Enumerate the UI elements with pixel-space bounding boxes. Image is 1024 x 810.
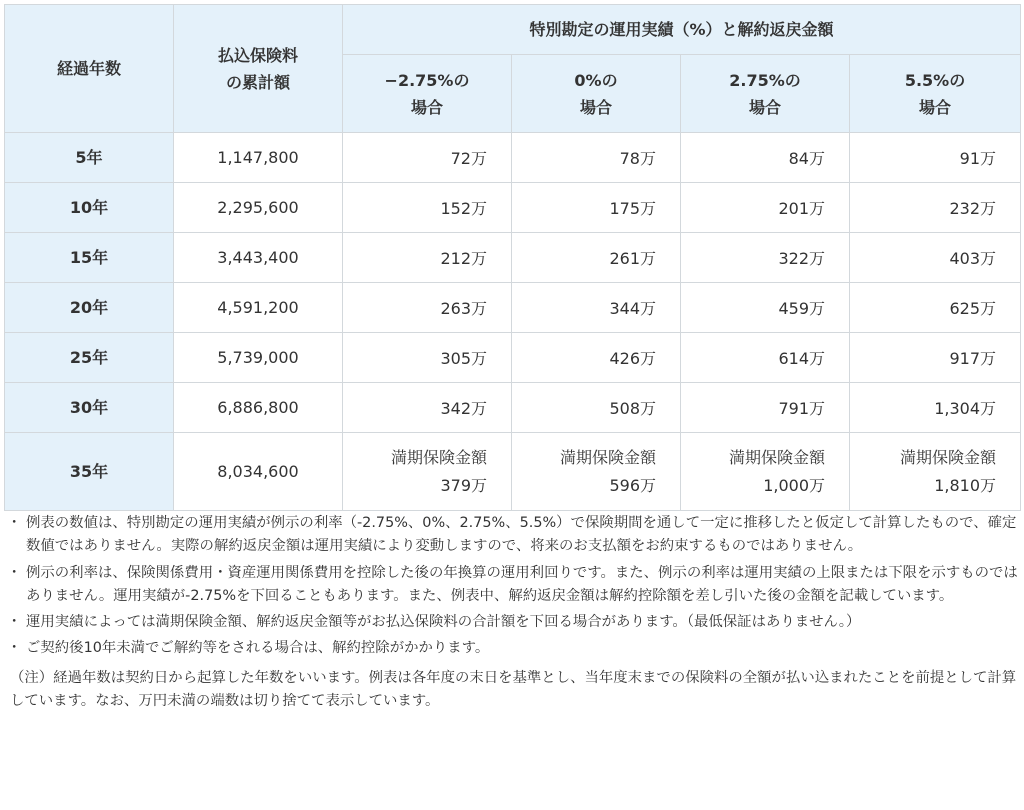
table-row bbox=[5, 183, 1021, 233]
header-scenario-2-75: 2.75%の 場合 bbox=[681, 55, 850, 133]
note-item bbox=[4, 512, 1020, 559]
row-value: 84万 bbox=[681, 133, 850, 183]
row-premium: 3,443,400 bbox=[174, 233, 343, 283]
table-row bbox=[5, 333, 1021, 383]
row-value: 625万 bbox=[850, 283, 1021, 333]
note-item bbox=[4, 611, 1020, 634]
maturity-amount: 1,810万 bbox=[934, 475, 997, 495]
row-value: 261万 bbox=[512, 233, 681, 283]
row-value: 305万 bbox=[343, 333, 512, 383]
header-scenario-minus-2-75: −2.75%の 場合 bbox=[343, 55, 512, 133]
row-premium: 5,739,000 bbox=[174, 333, 343, 383]
maturity-label: 満期保険金額 bbox=[900, 447, 997, 467]
row-value: 342万 bbox=[343, 383, 512, 433]
note-bullet: ・ bbox=[7, 515, 22, 531]
row-year: 25年 bbox=[5, 333, 174, 383]
note-text: ご契約後10年未満でご解約等をされる場合は、解約控除がかかります。 bbox=[26, 640, 490, 657]
surrender-value-table bbox=[4, 4, 1021, 511]
row-year: 10年 bbox=[5, 183, 174, 233]
row-value: 72万 bbox=[343, 133, 512, 183]
note-bullet: ・ bbox=[7, 640, 22, 657]
table-row bbox=[5, 283, 1021, 333]
header-scenario-0: 0%の 場合 bbox=[512, 55, 681, 133]
maturity-amount: 1,000万 bbox=[763, 475, 825, 495]
maturity-amount: 379万 bbox=[440, 475, 487, 495]
row-value: 1,304万 bbox=[850, 383, 1021, 433]
table-row-maturity bbox=[5, 433, 1021, 511]
row-value: 91万 bbox=[850, 133, 1021, 183]
note-text: 例表の数値は、特別勘定の運用実績が例示の利率（-2.75%、0%、2.75%、5.5%）で保険期間を通して一定に推移したと仮定して計算したもので、確定数値ではありません。実際の解約返戻金額は運用実績により変動しますので、将来のお支払額をお約束するものではありません。 bbox=[26, 515, 1017, 555]
row-value: 508万 bbox=[512, 383, 681, 433]
maturity-label: 満期保険金額 bbox=[390, 447, 487, 467]
row-year: 35年 bbox=[5, 433, 174, 511]
row-value: 232万 bbox=[850, 183, 1021, 233]
row-year: 20年 bbox=[5, 283, 174, 333]
row-value: 917万 bbox=[850, 333, 1021, 383]
row-premium: 2,295,600 bbox=[174, 183, 343, 233]
remark-note: （注）経過年数は契約日から起算した年数をいいます。例表は各年度の末日を基準とし、当年度末までの保険料の全額が払い込まれたことを前提として計算しています。なお、万円未満の端数は切り捨てて表示しています。 bbox=[10, 669, 1017, 710]
row-value: 459万 bbox=[681, 283, 850, 333]
note-item bbox=[4, 637, 1020, 660]
note-item bbox=[4, 562, 1020, 609]
row-value: 791万 bbox=[681, 383, 850, 433]
notes-list bbox=[4, 512, 1020, 661]
table-row bbox=[5, 383, 1021, 433]
row-value: 201万 bbox=[681, 183, 850, 233]
row-premium: 1,147,800 bbox=[174, 133, 343, 183]
row-value: 212万 bbox=[343, 233, 512, 283]
maturity-label: 満期保険金額 bbox=[728, 447, 825, 467]
header-cumulative-premium: 払込保険料 の累計額 bbox=[174, 5, 343, 133]
table-row bbox=[5, 133, 1021, 183]
row-value: 78万 bbox=[512, 133, 681, 183]
notes-section bbox=[4, 512, 1020, 713]
row-value: 263万 bbox=[343, 283, 512, 333]
row-value: 175万 bbox=[512, 183, 681, 233]
maturity-amount: 596万 bbox=[609, 475, 656, 495]
row-year: 15年 bbox=[5, 233, 174, 283]
maturity-label: 満期保険金額 bbox=[559, 447, 656, 467]
header-performance-group: 特別勘定の運用実績（%）と解約返戻金額 bbox=[343, 5, 1021, 55]
row-value: 322万 bbox=[681, 233, 850, 283]
row-year: 5年 bbox=[5, 133, 174, 183]
row-value: 426万 bbox=[512, 333, 681, 383]
row-maturity-value bbox=[343, 433, 512, 511]
row-premium: 4,591,200 bbox=[174, 283, 343, 333]
note-text: 例示の利率は、保険関係費用・資産運用関係費用を控除した後の年換算の運用利回りです。また、例示の利率は運用実績の上限または下限を示すものではありません。運用実績が-2.75%を下回ることもあります。また、例表中、解約返戻金額は解約控除額を差し引いた後の金額を記載しています。 bbox=[26, 564, 1018, 604]
header-elapsed-years: 経過年数 bbox=[5, 5, 174, 133]
row-value: 614万 bbox=[681, 333, 850, 383]
row-value: 403万 bbox=[850, 233, 1021, 283]
row-premium: 8,034,600 bbox=[174, 433, 343, 511]
row-maturity-value bbox=[850, 433, 1021, 511]
note-text: 運用実績によっては満期保険金額、解約返戻金額等がお払込保険料の合計額を下回る場合があります。（最低保証はありません。） bbox=[26, 614, 861, 631]
note-bullet: ・ bbox=[7, 614, 22, 631]
table-row bbox=[5, 233, 1021, 283]
header-row-1 bbox=[5, 5, 1021, 55]
row-value: 344万 bbox=[512, 283, 681, 333]
header-scenario-5-5: 5.5%の 場合 bbox=[850, 55, 1021, 133]
row-value: 152万 bbox=[343, 183, 512, 233]
note-bullet: ・ bbox=[7, 564, 22, 581]
row-maturity-value bbox=[681, 433, 850, 511]
row-maturity-value bbox=[512, 433, 681, 511]
row-premium: 6,886,800 bbox=[174, 383, 343, 433]
row-year: 30年 bbox=[5, 383, 174, 433]
